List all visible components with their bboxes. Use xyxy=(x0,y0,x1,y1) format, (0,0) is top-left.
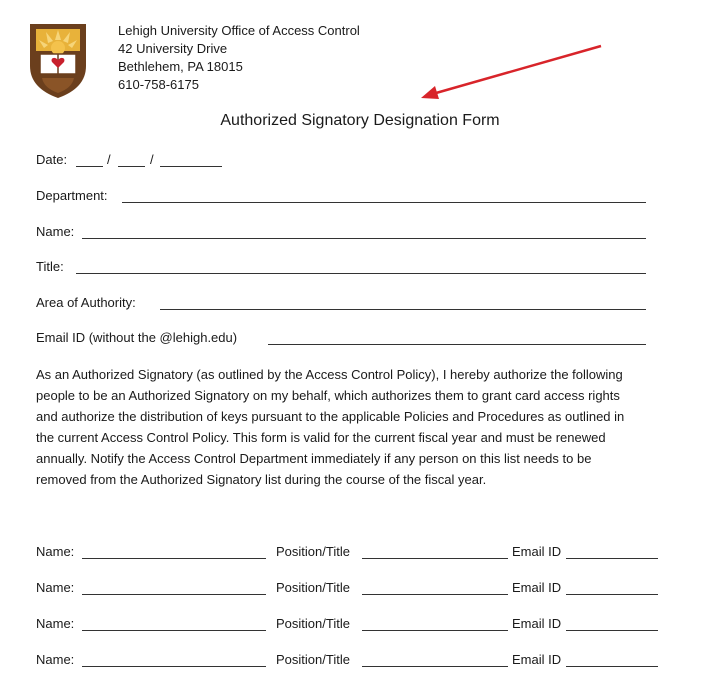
signatory-name-field[interactable] xyxy=(82,630,266,631)
signatory-position-field[interactable] xyxy=(362,630,508,631)
form-title: Authorized Signatory Designation Form xyxy=(220,112,500,129)
signatory-email-field[interactable] xyxy=(566,630,658,631)
title-label: Title: xyxy=(36,259,64,274)
date-label: Date: xyxy=(36,152,68,167)
signatory-email-label: Email ID xyxy=(512,616,562,631)
statement-line: As an Authorized Signatory (as outlined by the Access Control Policy), I hereby authorize the following xyxy=(36,367,623,382)
office-street: 42 University Drive xyxy=(118,41,228,56)
signatory-email-field[interactable] xyxy=(566,666,658,667)
title-field[interactable] xyxy=(76,273,646,274)
date-year-field[interactable] xyxy=(160,166,222,167)
department-field[interactable] xyxy=(122,202,646,203)
office-name: Lehigh University Office of Access Control xyxy=(118,23,360,38)
email-id-field[interactable] xyxy=(268,344,646,345)
signatory-name-field[interactable] xyxy=(82,558,266,559)
signatory-email-field[interactable] xyxy=(566,594,658,595)
statement-line: people to be an Authorized Signatory on my behalf, which authorizes them to grant card access rights xyxy=(36,388,620,403)
signatory-name-label: Name: xyxy=(36,652,75,667)
signatory-name-label: Name: xyxy=(36,616,75,631)
lehigh-crest-logo xyxy=(26,20,90,100)
statement-line: removed from the Authorized Signatory list during the course of the fiscal year. xyxy=(36,472,487,487)
signatory-position-label: Position/Title xyxy=(276,580,350,595)
authorization-statement xyxy=(36,364,684,490)
signatory-email-field[interactable] xyxy=(566,558,658,559)
area-of-authority-field[interactable] xyxy=(160,309,646,310)
signatory-position-label: Position/Title xyxy=(276,616,350,631)
signatory-position-field[interactable] xyxy=(362,558,508,559)
signatory-position-label: Position/Title xyxy=(276,652,350,667)
signatory-position-field[interactable] xyxy=(362,666,508,667)
statement-line: the current Access Control Policy. This form is valid for the current fiscal year and must be renewed xyxy=(36,430,606,445)
office-address xyxy=(118,22,360,94)
signatory-email-label: Email ID xyxy=(512,580,562,595)
signatory-name-label: Name: xyxy=(36,544,75,559)
signatory-email-label: Email ID xyxy=(512,544,562,559)
date-separator: / xyxy=(107,152,111,167)
office-phone: 610-758-6175 xyxy=(118,77,199,92)
statement-line: and authorize the distribution of keys pursuant to the applicable Policies and Procedures as outlined in xyxy=(36,409,625,424)
area-of-authority-label: Area of Authority: xyxy=(36,295,136,310)
signatory-email-label: Email ID xyxy=(512,652,562,667)
signatory-position-field[interactable] xyxy=(362,594,508,595)
red-arrow-annotation xyxy=(415,42,605,102)
email-id-label: Email ID (without the @lehigh.edu) xyxy=(36,330,238,345)
date-day-field[interactable] xyxy=(118,166,145,167)
department-label: Department: xyxy=(36,188,108,203)
signatory-name-field[interactable] xyxy=(82,666,266,667)
date-month-field[interactable] xyxy=(76,166,103,167)
statement-line: annually. Notify the Access Control Department immediately if any person on this list needs to be xyxy=(36,451,592,466)
signatory-position-label: Position/Title xyxy=(276,544,350,559)
name-label: Name: xyxy=(36,224,75,239)
signatory-name-field[interactable] xyxy=(82,594,266,595)
office-city: Bethlehem, PA 18015 xyxy=(118,59,243,74)
date-separator: / xyxy=(150,152,154,167)
name-field[interactable] xyxy=(82,238,646,239)
signatory-name-label: Name: xyxy=(36,580,75,595)
